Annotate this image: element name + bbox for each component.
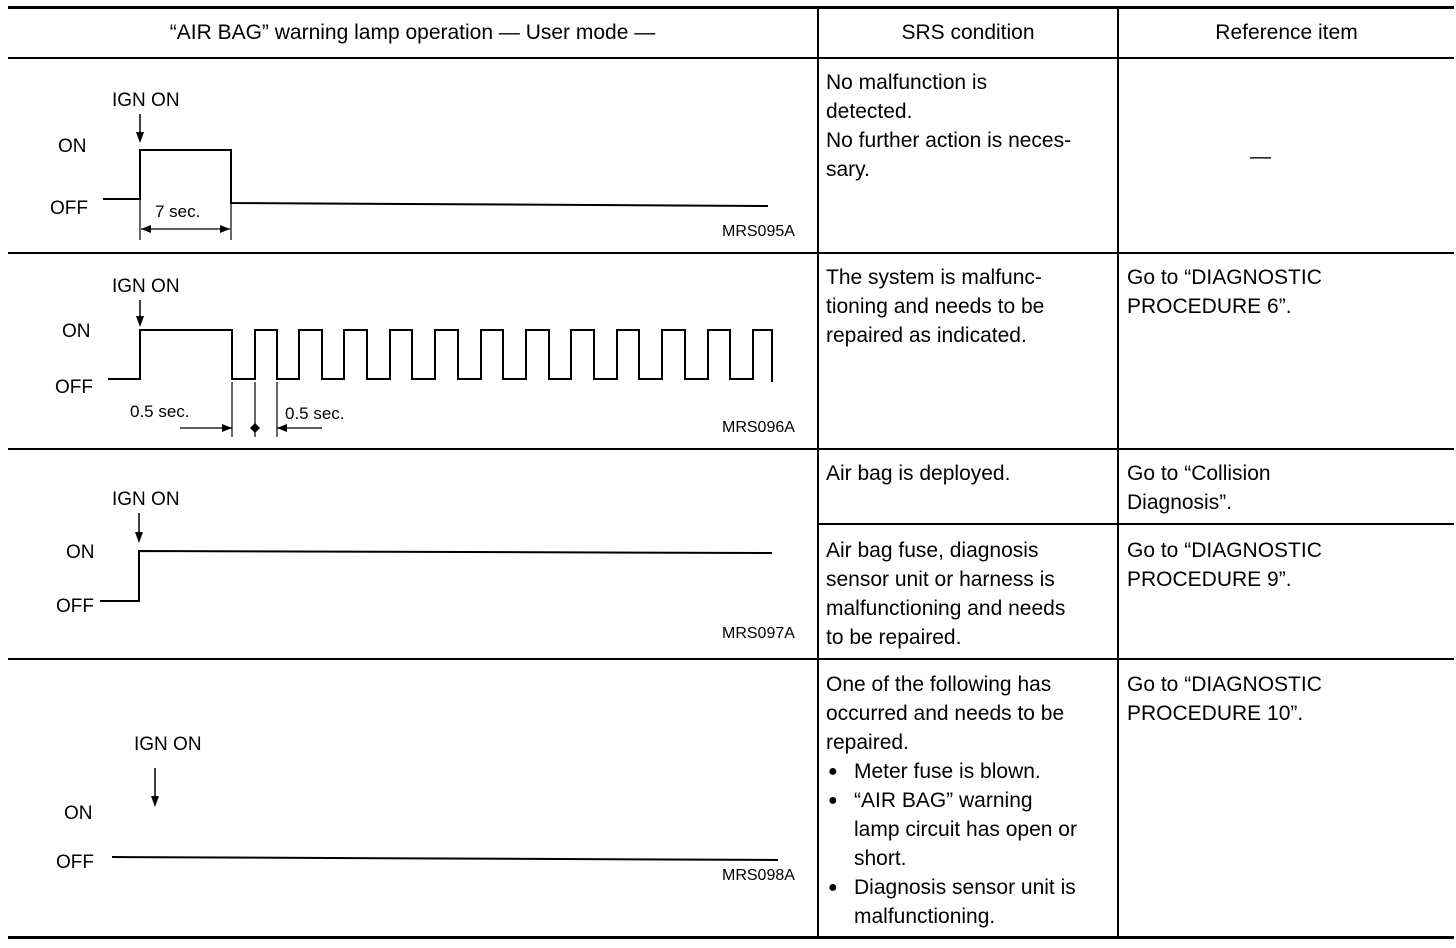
reference-line: PROCEDURE 9”. [1127, 568, 1292, 591]
row1-reference: — [1250, 145, 1271, 168]
bullet-item [826, 786, 1116, 873]
condition-line: detected. [826, 100, 913, 123]
duration-label: 7 sec. [155, 202, 201, 221]
figure-code: MRS095A [722, 223, 795, 240]
reference-line: PROCEDURE 10”. [1127, 702, 1304, 725]
dim-center-marker [250, 423, 260, 433]
on-label: ON [58, 136, 87, 157]
ign-arrow-head [151, 796, 159, 807]
condition-line: The system is malfunc- [826, 266, 1042, 289]
condition-line: to be repaired. [826, 626, 962, 649]
duration-right-label: 0.5 sec. [285, 404, 345, 423]
bullet-icon: ● [828, 763, 838, 780]
condition-line: Air bag fuse, diagnosis [826, 539, 1039, 562]
figure-code: MRS098A [722, 867, 795, 884]
column-divider-2 [1117, 6, 1119, 938]
bullet-line: short. [854, 847, 907, 870]
ign-on-label: IGN ON [112, 489, 180, 510]
row3a-reference [1127, 459, 1447, 517]
on-label: ON [62, 321, 91, 342]
off-label: OFF [56, 852, 94, 873]
on-label: ON [64, 803, 93, 824]
bullet-item [826, 757, 1116, 786]
ign-on-label: IGN ON [112, 276, 180, 297]
bullet-line: Meter fuse is blown. [854, 760, 1041, 783]
condition-line: repaired. [826, 731, 909, 754]
bullet-line: malfunctioning. [854, 905, 996, 928]
row3-split-rule [818, 523, 1454, 525]
reference-line: Go to “DIAGNOSTIC [1127, 266, 1322, 289]
reference-line: Go to “Collision [1127, 462, 1271, 485]
lamp-waveform [112, 857, 778, 860]
row4-srs-condition [826, 670, 1116, 931]
row2-srs-condition [826, 263, 1116, 350]
off-label: OFF [56, 596, 94, 617]
lamp-blink-waveform [108, 330, 772, 382]
condition-line: repaired as indicated. [826, 324, 1027, 347]
reference-line: Diagnosis”. [1127, 491, 1233, 514]
condition-line: Air bag is deployed. [826, 462, 1011, 485]
header-reference-item: Reference item [1215, 21, 1358, 44]
bullet-icon: ● [828, 792, 838, 809]
off-label: OFF [55, 377, 93, 398]
ign-arrow-head [135, 532, 143, 543]
row3b-reference [1127, 536, 1447, 594]
figure-code: MRS096A [722, 419, 795, 436]
header-srs-condition: SRS condition [901, 21, 1035, 44]
row4-reference [1127, 670, 1447, 728]
row3b-srs-condition [826, 536, 1116, 652]
condition-line: One of the following has [826, 673, 1052, 696]
condition-line: No further action is neces- [826, 129, 1072, 152]
row1-srs-condition [826, 68, 1116, 184]
bullet-icon: ● [828, 879, 838, 896]
ign-arrow-head [136, 132, 144, 143]
condition-line: sary. [826, 158, 870, 181]
lamp-waveform [103, 150, 768, 206]
condition-line: No malfunction is [826, 71, 988, 94]
off-label: OFF [50, 198, 88, 219]
on-label: ON [66, 542, 95, 563]
lamp-waveform [100, 551, 772, 601]
ign-on-label: IGN ON [112, 90, 180, 111]
ign-on-label: IGN ON [134, 734, 202, 755]
figure-code: MRS097A [722, 625, 795, 642]
duration-left-label: 0.5 sec. [130, 402, 190, 421]
bullet-item [826, 873, 1116, 931]
header-operation: “AIR BAG” warning lamp operation — User mode — [169, 21, 656, 44]
ign-arrow-head [136, 316, 144, 327]
row3a-srs-condition [826, 459, 1116, 488]
condition-line: occurred and needs to be [826, 702, 1065, 725]
condition-line: malfunctioning and needs [826, 597, 1066, 620]
condition-line: tioning and needs to be [826, 295, 1045, 318]
reference-line: Go to “DIAGNOSTIC [1127, 539, 1322, 562]
bullet-line: Diagnosis sensor unit is [854, 876, 1076, 899]
condition-line: sensor unit or harness is [826, 568, 1055, 591]
reference-line: PROCEDURE 6”. [1127, 295, 1292, 318]
row2-reference [1127, 263, 1447, 321]
bullet-line: “AIR BAG” warning [854, 789, 1033, 812]
reference-line: Go to “DIAGNOSTIC [1127, 673, 1322, 696]
bullet-line: lamp circuit has open or [854, 818, 1077, 841]
